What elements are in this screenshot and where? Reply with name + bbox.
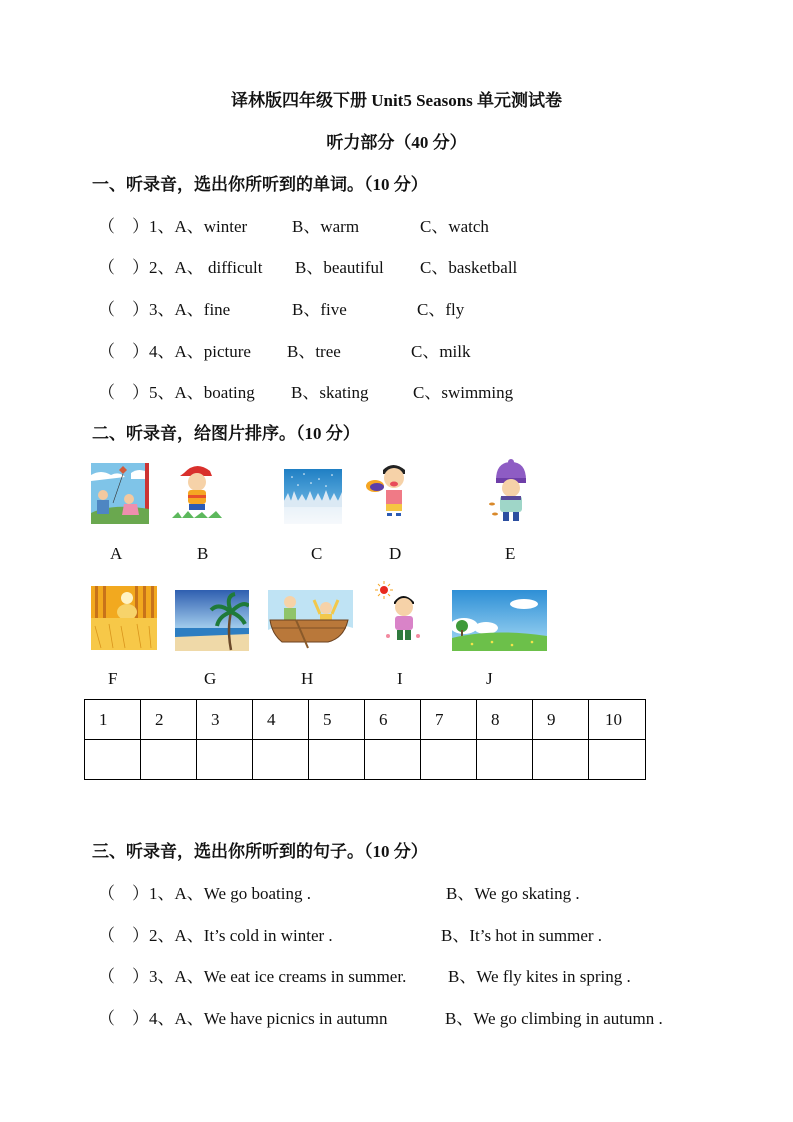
answer-cell[interactable] [85,740,141,780]
sentence-option-a: （ ）1、A、We go boating . [98,884,311,903]
answer-cell[interactable] [141,740,197,780]
number-cell: 7 [421,700,477,740]
answer-cell[interactable] [421,740,477,780]
sentence-option-a: （ ）3、A、We eat ice creams in summer. [98,967,407,986]
picture-label-a: A [110,544,123,563]
answer-cell[interactable] [309,740,365,780]
picture-e-child-winter-hat [486,458,536,525]
section-3-heading: 三、听录音，选出你所听到的句子。（10 分） [92,842,428,861]
option-b: B、skating [291,383,369,402]
picture-label-d: D [389,544,402,563]
answer-cell[interactable] [477,740,533,780]
option-c: C、basketball [420,258,518,277]
answer-cell[interactable] [253,740,309,780]
question-stem-a: （ ）1、A、winter [98,217,248,236]
picture-c-snowy-forest [284,469,342,524]
number-cell: 4 [253,700,309,740]
picture-label-h: H [301,669,314,688]
picture-h-boating [268,590,353,651]
picture-label-f: F [108,669,118,688]
section-2-heading: 二、听录音，给图片排序。（10 分） [92,424,360,443]
number-cell: 5 [309,700,365,740]
option-c: C、watch [420,217,489,236]
option-b: B、five [292,300,347,319]
picture-d-boy-with-fan [363,460,421,520]
picture-label-i: I [397,669,403,688]
section-1-heading: 一、听录音，选出你所听到的单词。（10 分） [92,175,428,194]
picture-j-spring-meadow [452,590,547,651]
number-row [85,700,646,740]
page-title: 译林版四年级下册 Unit5 Seasons 单元测试卷 [230,91,563,110]
picture-g-beach-palm [175,590,249,651]
sentence-option-b: B、We go climbing in autumn . [445,1009,663,1028]
number-cell: 8 [477,700,533,740]
picture-label-c: C [311,544,323,563]
answer-cell[interactable] [365,740,421,780]
picture-f-wheat-field [91,586,157,650]
sentence-option-a: （ ）4、A、We have picnics in autumn [98,1009,388,1028]
option-b: B、tree [287,342,341,361]
answer-cell[interactable] [533,740,589,780]
question-stem-a: （ ）5、A、boating [98,383,255,402]
answer-cell[interactable] [197,740,253,780]
picture-a-kite-flying [91,463,149,524]
picture-label-e: E [505,544,516,563]
picture-label-j: J [486,669,493,688]
picture-i-boy-sunny [372,580,430,646]
answer-row [85,740,646,780]
option-b: B、beautiful [295,258,384,277]
option-b: B、warm [292,217,360,236]
number-cell: 9 [533,700,589,740]
ordering-answer-table [84,699,646,780]
question-stem-a: （ ）4、A、picture [98,342,251,361]
picture-b-boy-red-cap [166,460,228,522]
picture-label-g: G [204,669,217,688]
number-cell: 10 [589,700,646,740]
sentence-option-b: B、We fly kites in spring . [448,967,631,986]
number-cell: 3 [197,700,253,740]
number-cell: 1 [85,700,141,740]
answer-cell[interactable] [589,740,646,780]
sentence-option-b: B、We go skating . [446,884,580,903]
question-stem-a: （ ）3、A、fine [98,300,231,319]
picture-label-b: B [197,544,209,563]
sentence-option-b: B、It’s hot in summer . [441,926,603,945]
option-c: C、milk [411,342,471,361]
question-stem-a: （ ）2、A、 difficult [98,258,263,277]
number-cell: 2 [141,700,197,740]
sentence-option-a: （ ）2、A、It’s cold in winter . [98,926,333,945]
option-c: C、swimming [413,383,514,402]
listening-part-subtitle: 听力部分（40 分） [326,133,467,152]
number-cell: 6 [365,700,421,740]
option-c: C、fly [417,300,465,319]
